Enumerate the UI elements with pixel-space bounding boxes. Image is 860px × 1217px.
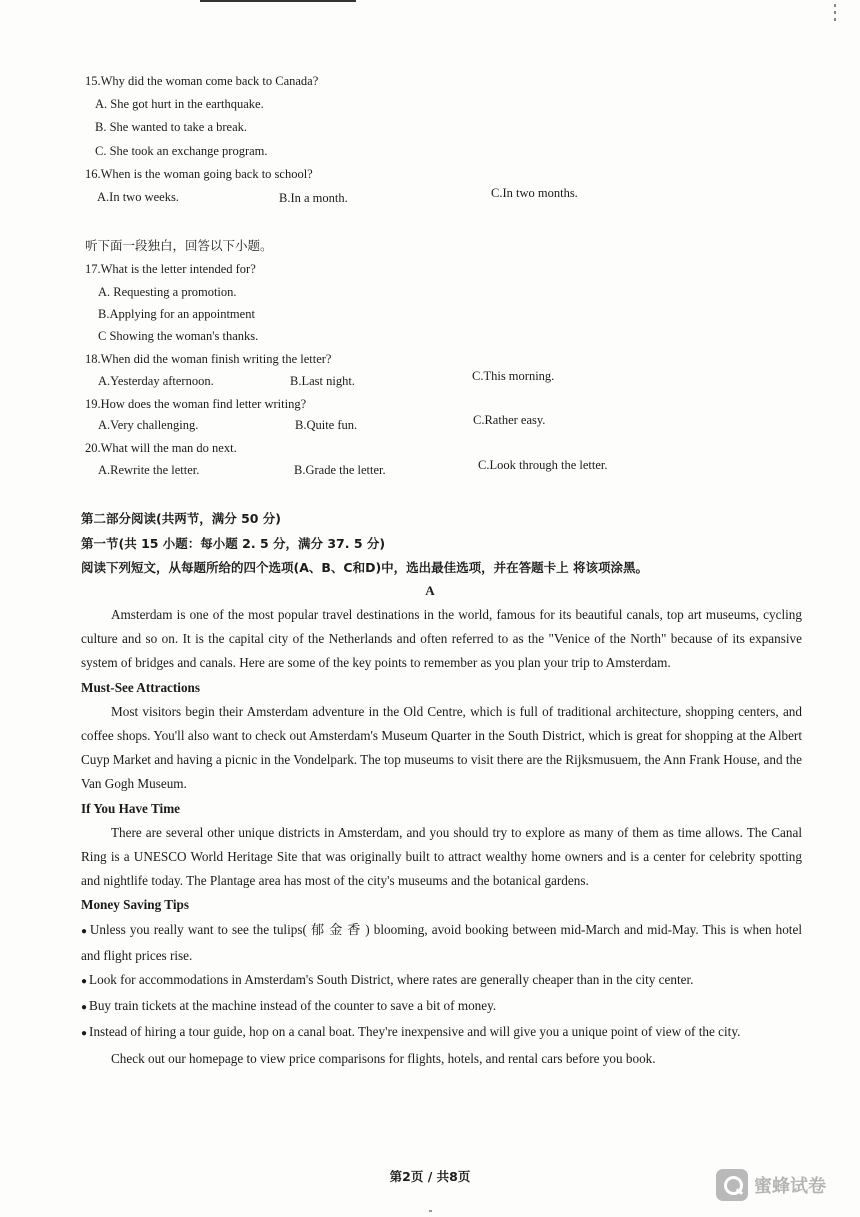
- q16-option-b: B.In a month.: [279, 191, 348, 205]
- question-20: 20.What will the man do next.: [85, 441, 237, 455]
- passage-letter: A: [425, 583, 435, 598]
- tip-item: [81, 994, 802, 1020]
- q19-option-a: A.Very challenging.: [98, 418, 199, 432]
- q17-option-c: C Showing the woman's thanks.: [98, 329, 259, 343]
- q17-option-a: A. Requesting a promotion.: [98, 285, 237, 299]
- part-two-title: 第二部分阅读(共两节，满分 50 分): [81, 511, 282, 526]
- bullet-icon: ●: [81, 1002, 88, 1014]
- tip-item: [81, 1020, 802, 1046]
- paragraph-if-you-have-time: There are several other unique districts in Amsterdam, and you should try to explore as many of them as time allows. The Canal Ring is a UNESCO World Heritage Site that was originally built to attract wealthy home owners and is a center for celebrity spotting and nightlife today. The Plantage area has most of the city's museums and the botanical gardens.: [81, 824, 802, 889]
- q18-option-c: C.This morning.: [472, 369, 555, 383]
- top-rule: [200, 0, 356, 2]
- question-17: 17.What is the letter intended for?: [85, 262, 256, 276]
- q19-option-b: B.Quite fun.: [295, 418, 358, 432]
- bullet-icon: ●: [81, 925, 88, 937]
- q17-option-b: B.Applying for an appointment: [98, 307, 255, 321]
- section-one-title: 第一节(共 15 小题：每小题 2. 5 分，满分 37. 5 分): [81, 536, 386, 551]
- question-19: 19.How does the woman find letter writing?: [85, 397, 307, 411]
- heading-money-saving: Money Saving Tips: [81, 897, 189, 913]
- tip-item: [81, 968, 802, 994]
- q19-option-c: C.Rather easy.: [473, 413, 546, 427]
- edge-marks: [834, 0, 840, 30]
- watermark-text: 蜜蜂试卷: [754, 1176, 826, 1197]
- tip-text: Instead of hiring a tour guide, hop on a canal boat. They're inexpensive and will give you a unique point of view of the city.: [89, 1024, 741, 1040]
- tip-item: [81, 918, 802, 968]
- question-16: 16.When is the woman going back to school?: [85, 167, 313, 181]
- heading-if-you-have-time: If You Have Time: [81, 800, 181, 816]
- q20-option-c: C.Look through the letter.: [478, 458, 608, 472]
- q18-option-b: B.Last night.: [290, 374, 355, 388]
- reading-instruction: 阅读下列短文，从每题所给的四个选项(A、B、C和D)中，选出最佳选项，并在答题卡上 将该项涂黑。: [81, 560, 649, 575]
- q15-option-a: A. She got hurt in the earthquake.: [95, 97, 264, 111]
- page-number: 第2页 / 共8页: [389, 1169, 471, 1184]
- closing-line: Check out our homepage to view price comparisons for flights, hotels, and rental cars before you book.: [111, 1050, 656, 1066]
- bullet-icon: ●: [81, 1028, 88, 1040]
- tip-text: Buy train tickets at the machine instead of the counter to save a bit of money.: [89, 998, 497, 1014]
- heading-must-see: Must-See Attractions: [81, 679, 201, 695]
- monologue-instruction: 听下面一段独白，回答以下小题。: [85, 238, 273, 253]
- q16-option-c: C.In two months.: [491, 186, 578, 200]
- paragraph-must-see: Most visitors begin their Amsterdam adventure in the Old Centre, which is full of traditional architecture, shopping centers, and coffee shops. You'll also want to check out Amsterdam's Museum Quarter in the South District, which is great for shopping at the Albert Cuyp Market and having a picnic in the Vondelpark. The top museums to visit there are the Rijksmusuem, the Ann Frank House, and the Van Gogh Museum.: [81, 703, 802, 792]
- q20-option-a: A.Rewrite the letter.: [98, 463, 200, 477]
- passage-intro: Amsterdam is one of the most popular travel destinations in the world, famous for its beautiful canals, top art museums, cycling culture and so on. It is the capital city of the Netherlands and often referred to as the "Venice of the North" because of its expansive system of bridges and canals. Here are some of the key points to remember as you plan your trip to Amsterdam.: [81, 607, 802, 671]
- q18-option-a: A.Yesterday afternoon.: [98, 374, 214, 388]
- bottom-tick: [429, 1210, 432, 1212]
- q15-option-c: C. She took an exchange program.: [95, 144, 268, 158]
- tip-text: Look for accommodations in Amsterdam's South District, where rates are generally cheaper than in the city center.: [89, 972, 694, 988]
- q15-option-b: B. She wanted to take a break.: [95, 120, 248, 134]
- bullet-icon: ●: [81, 976, 88, 988]
- q20-option-b: B.Grade the letter.: [294, 463, 386, 477]
- watermark: [716, 1168, 826, 1202]
- search-icon: [716, 1169, 748, 1201]
- question-18: 18.When did the woman finish writing the letter?: [85, 352, 332, 366]
- question-15: 15.Why did the woman come back to Canada?: [85, 74, 319, 88]
- passage-a: [81, 603, 802, 1071]
- tip-text: Unless you really want to see the tulips( 郁 金 香 ) blooming, avoid booking between mid-March and mid-May. This is when hotel and flight prices rise.: [81, 921, 802, 963]
- q16-option-a: A.In two weeks.: [97, 190, 179, 204]
